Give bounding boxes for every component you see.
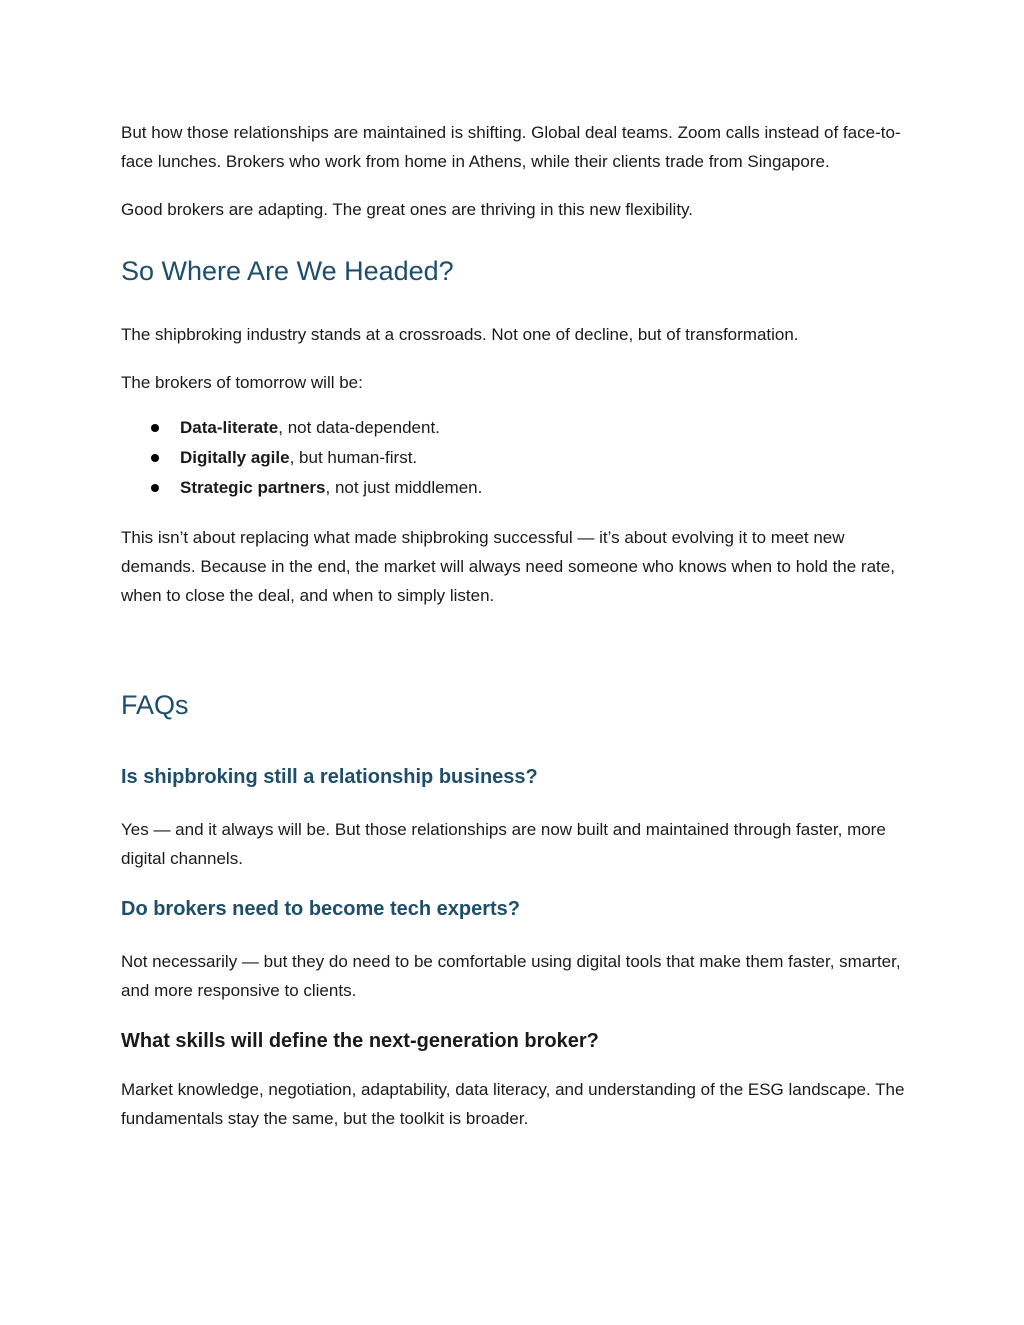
faq-answer: Market knowledge, negotiation, adaptability, data literacy, and understanding of the ESG landscape. The fundamentals stay the same, but the toolkit is broader.	[121, 1080, 905, 1128]
list-item-text: , not just middlemen.	[325, 478, 483, 497]
bullet-icon	[151, 484, 159, 492]
section-heading-where-headed: So Where Are We Headed?	[121, 256, 454, 286]
intro-paragraph: Good brokers are adapting. The great ones are thriving in this new flexibility.	[121, 200, 694, 219]
faq-answer: Yes — and it always will be. But those relationships are now built and maintained through faster, more digital channels.	[121, 820, 886, 868]
list-item-text: , not data-dependent.	[278, 418, 440, 437]
list-item-bold: Strategic partners	[180, 478, 326, 497]
tomorrow-paragraph: The brokers of tomorrow will be:	[121, 373, 363, 392]
document-body	[121, 118, 911, 1133]
faq-question: What skills will define the next-generation broker?	[121, 1030, 599, 1052]
bullet-icon	[151, 454, 159, 462]
faq-question: Do brokers need to become tech experts?	[121, 898, 521, 920]
list-item-text: , but human-first.	[289, 448, 418, 467]
section-heading-faqs: FAQs	[121, 690, 189, 720]
crossroads-paragraph: The shipbroking industry stands at a crossroads. Not one of decline, but of transformation.	[121, 325, 799, 344]
faq-question: Is shipbroking still a relationship business?	[121, 766, 538, 788]
list-item	[121, 473, 911, 503]
broker-traits-list	[121, 413, 911, 503]
list-item-bold: Digitally agile	[180, 448, 290, 467]
list-item-bold: Data-literate	[180, 418, 279, 437]
list-item	[121, 443, 911, 473]
bullet-icon	[151, 424, 159, 432]
list-item	[121, 413, 911, 443]
closing-paragraph: This isn’t about replacing what made shipbroking successful — it’s about evolving it to meet new demands. Because in the end, the market will always need someone who knows when to hold the rate, when to close the deal, and when to simply listen.	[121, 528, 895, 605]
intro-paragraph: But how those relationships are maintained is shifting. Global deal teams. Zoom calls instead of face-to-face lunches. Brokers who work from home in Athens, while their clients trade from Singapore.	[121, 123, 901, 171]
faq-answer: Not necessarily — but they do need to be comfortable using digital tools that make them faster, smarter, and more responsive to clients.	[121, 952, 901, 1000]
